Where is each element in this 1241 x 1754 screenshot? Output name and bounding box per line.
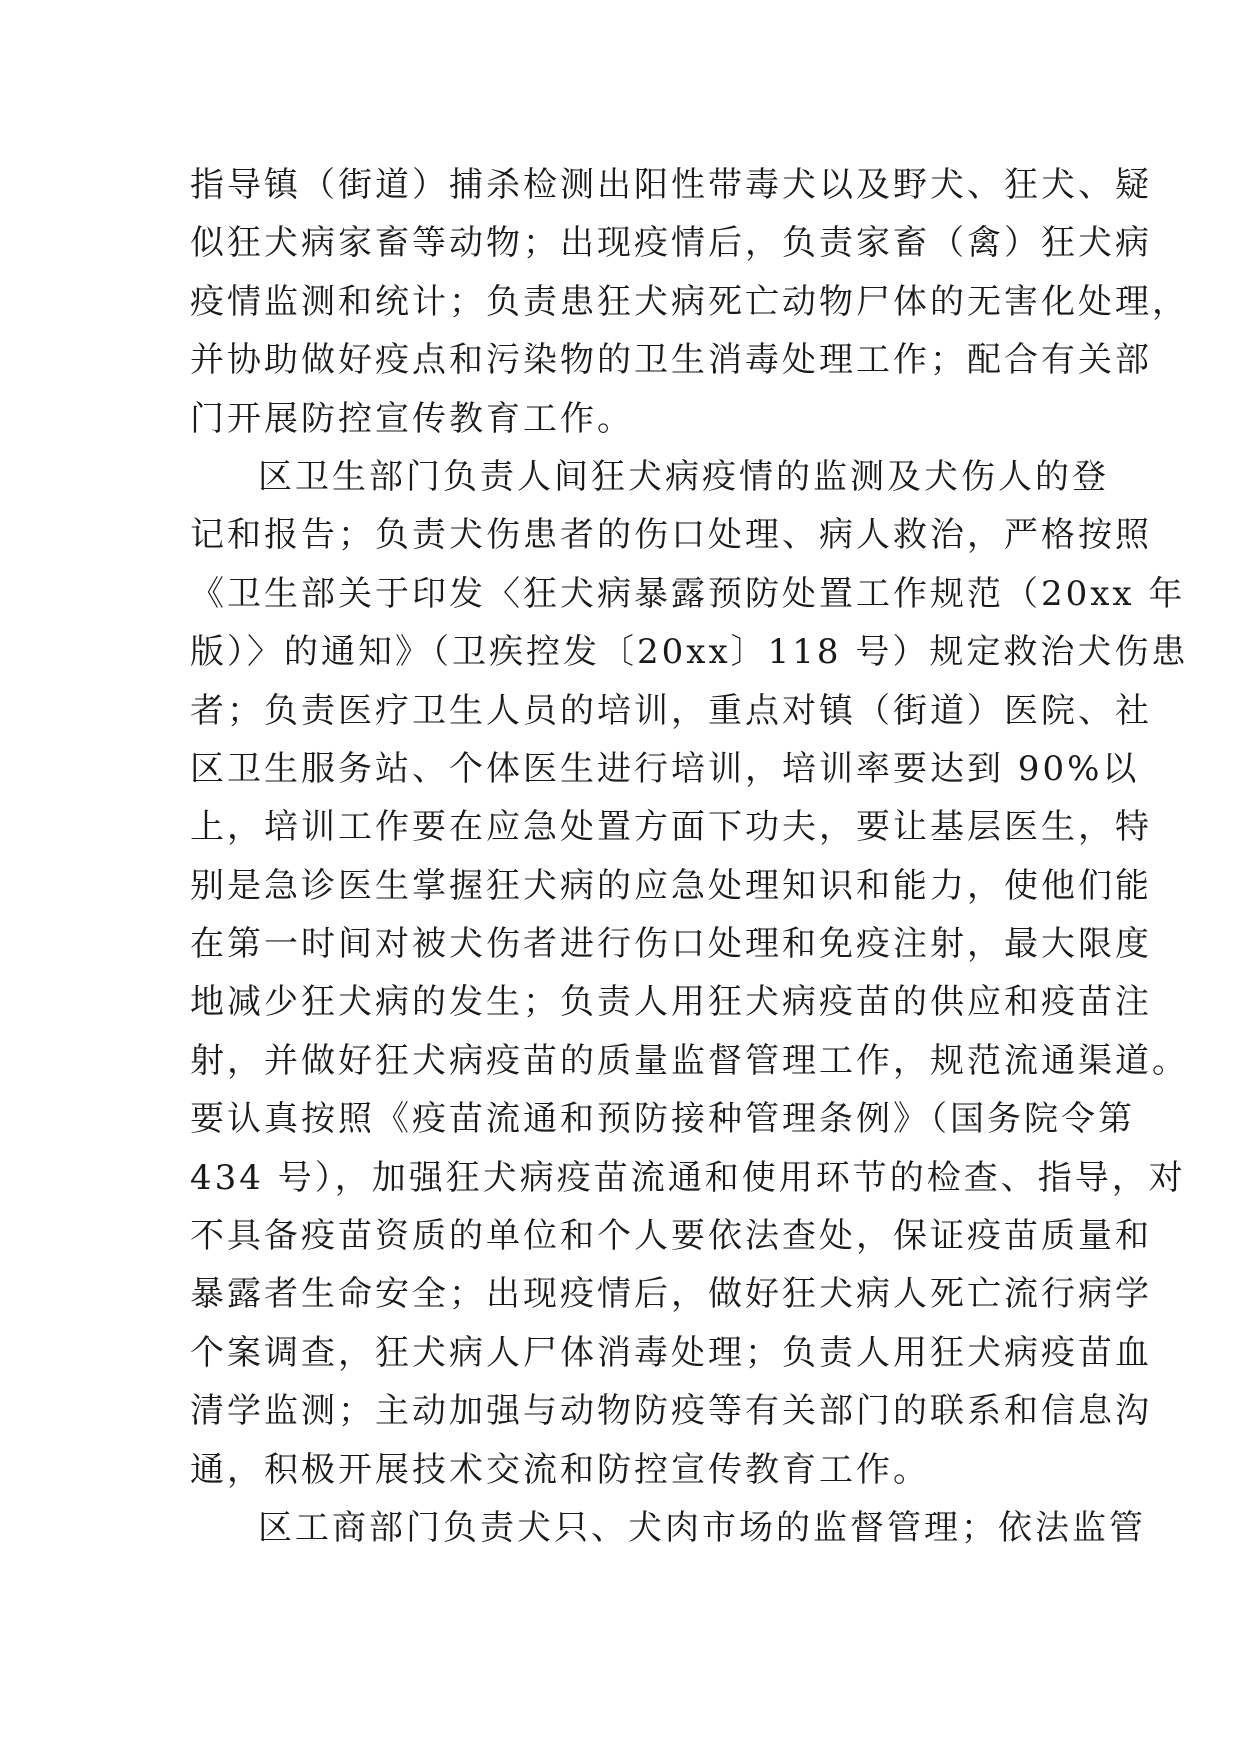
text-line: 在第一时间对被犬伤者进行伤口处理和免疫注射，最大限度 bbox=[190, 924, 1152, 965]
text-line: 通，积极开展技术交流和防控宣传教育工作。 bbox=[190, 1449, 930, 1490]
text-line: 434 号），加强狂犬病疫苗流通和使用环节的检查、指导，对 bbox=[190, 1157, 1186, 1198]
body-text bbox=[190, 156, 1189, 1557]
text-line: 上，培训工作要在应急处置方面下功夫，要让基层医生，特 bbox=[190, 807, 1152, 848]
text-line: 《卫生部关于印发〈狂犬病暴露预防处置工作规范（20xx 年 bbox=[190, 573, 1186, 614]
text-line: 记和报告；负责犬伤患者的伤口处理、病人救治，严格按照 bbox=[190, 515, 1152, 556]
text-line: 疫情监测和统计；负责患狂犬病死亡动物尸体的无害化处理， bbox=[190, 281, 1189, 322]
text-line: 似狂犬病家畜等动物；出现疫情后，负责家畜（禽）狂犬病 bbox=[190, 223, 1152, 264]
text-line: 不具备疫苗资质的单位和个人要依法查处，保证疫苗质量和 bbox=[190, 1216, 1152, 1257]
text-line: 区卫生服务站、个体医生进行培训，培训率要达到 90%以 bbox=[190, 748, 1140, 789]
paragraph-first-line: 区卫生部门负责人间狂犬病疫情的监测及犬伤人的登 bbox=[258, 456, 1109, 497]
text-line: 要认真按照《疫苗流通和预防接种管理条例》（国务院令第 bbox=[190, 1099, 1135, 1140]
text-line: 别是急诊医生掌握狂犬病的应急处理知识和能力，使他们能 bbox=[190, 865, 1152, 906]
text-line: 暴露者生命安全；出现疫情后，做好狂犬病人死亡流行病学 bbox=[190, 1274, 1152, 1315]
text-line: 并协助做好疫点和污染物的卫生消毒处理工作；配合有关部 bbox=[190, 340, 1152, 381]
text-line: 门开展防控宣传教育工作。 bbox=[190, 398, 634, 439]
text-line: 者；负责医疗卫生人员的培训，重点对镇（街道）医院、社 bbox=[190, 690, 1152, 731]
text-line: 射，并做好狂犬病疫苗的质量监督管理工作，规范流通渠道。 bbox=[190, 1040, 1189, 1081]
text-line: 版）〉的通知》（卫疾控发〔20xx〕118 号）规定救治犬伤患 bbox=[190, 632, 1189, 673]
text-line: 指导镇（街道）捕杀检测出阳性带毒犬以及野犬、狂犬、疑 bbox=[190, 165, 1152, 205]
text-line: 清学监测；主动加强与动物防疫等有关部门的联系和信息沟 bbox=[190, 1391, 1152, 1432]
text-line: 个案调查，狂犬病人尸体消毒处理；负责人用狂犬病疫苗血 bbox=[190, 1332, 1152, 1373]
text-line: 地减少狂犬病的发生；负责人用狂犬病疫苗的供应和疫苗注 bbox=[190, 982, 1152, 1023]
paragraph-first-line: 区工商部门负责犬只、犬肉市场的监督管理；依法监管 bbox=[258, 1507, 1146, 1548]
